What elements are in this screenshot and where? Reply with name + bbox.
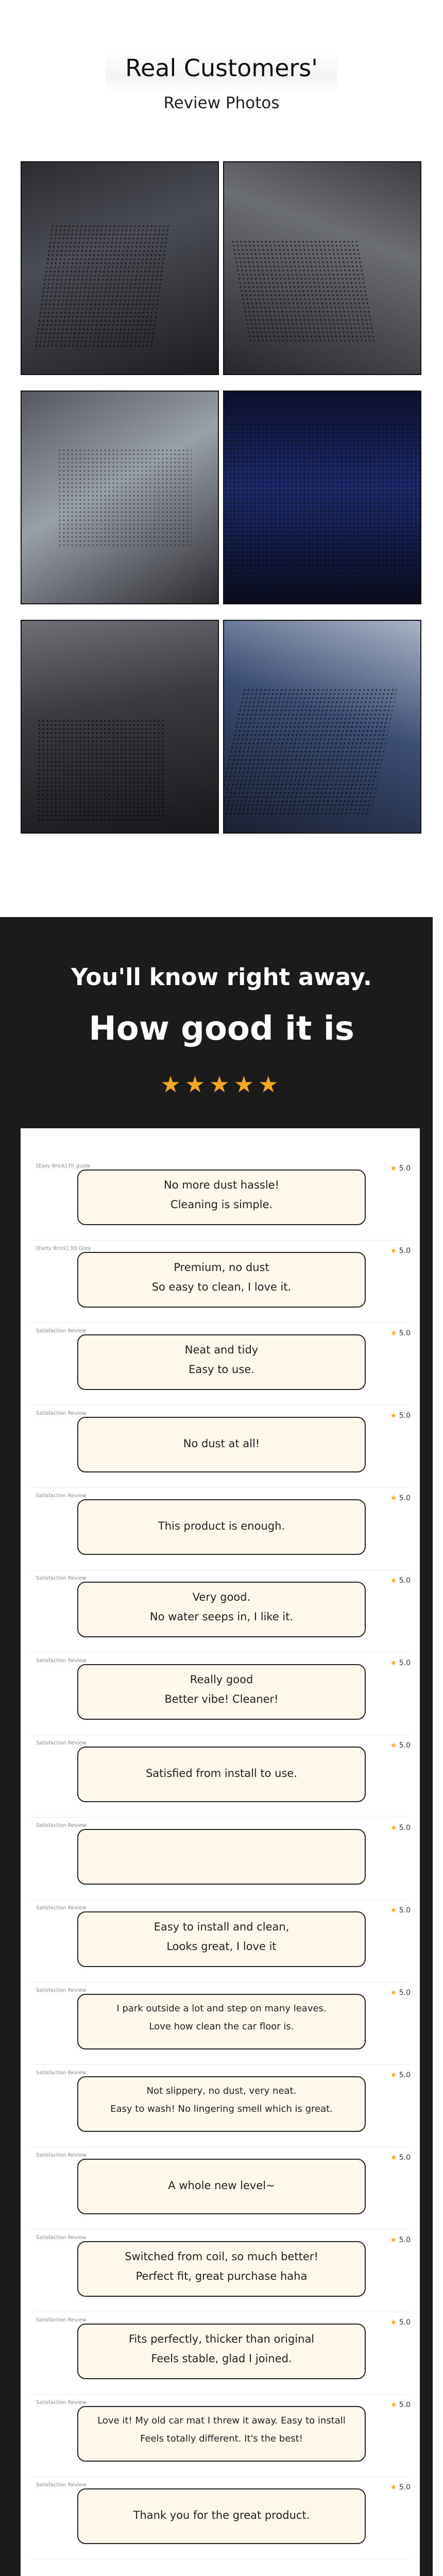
review-line-1: I park outside a lot and step on many leaves. (116, 2003, 327, 2014)
star-icon: ★ (390, 1577, 397, 1585)
review-highlight-bubble (77, 1664, 366, 1720)
review-highlight-bubble (77, 1582, 366, 1637)
customer-photo (21, 161, 219, 375)
panel-edge (433, 917, 443, 2576)
review-row (21, 1654, 420, 1736)
review-score (390, 1494, 411, 1502)
review-line-1: Premium, no dust (174, 1261, 269, 1274)
review-highlight-bubble (77, 2241, 366, 2297)
score-value: 5.0 (397, 1906, 411, 1914)
review-meta: Satisfaction Review (36, 1658, 87, 1664)
review-line-2: Looks great, I love it (166, 1940, 277, 1953)
review-line-1: Really good (190, 1673, 253, 1686)
review-meta: Satisfaction Review (36, 1575, 87, 1581)
review-meta: Satisfaction Review (36, 2317, 87, 2323)
review-line-2: Easy to wash! No lingering smell which is great. (110, 2104, 333, 2114)
review-line-2: Feels stable, glad I joined. (151, 2352, 292, 2365)
row-divider (31, 2559, 410, 2560)
review-highlight-bubble (77, 1499, 366, 1555)
review-line-1: Very good. (192, 1591, 251, 1603)
headline-know: You'll know right away. (71, 963, 372, 991)
review-photos-section (0, 0, 443, 876)
row-divider (31, 2229, 410, 2230)
star-icon: ★ (390, 2483, 397, 2492)
review-row (21, 1324, 420, 1406)
review-line-1: Satisfied from install to use. (145, 1767, 298, 1780)
review-line-1: Neat and tidy (184, 1344, 259, 1356)
review-highlight-bubble (77, 1747, 366, 1802)
customer-photo (21, 620, 219, 834)
review-highlight-bubble (77, 1911, 366, 1967)
review-summary-section (0, 917, 443, 2576)
score-value: 5.0 (397, 1247, 411, 1255)
score-value: 5.0 (397, 2236, 411, 2244)
review-score (390, 1659, 411, 1667)
score-value: 5.0 (397, 1989, 411, 1997)
score-value: 5.0 (397, 2154, 411, 2162)
review-meta: Satisfaction Review (36, 1823, 87, 1828)
review-meta: Satisfaction Review (36, 1905, 87, 1911)
review-meta: Satisfaction Review (36, 1493, 87, 1499)
row-divider (31, 2394, 410, 2395)
review-line-1: No more dust hassle! (163, 1179, 280, 1191)
score-value: 5.0 (397, 1577, 411, 1585)
star-icon: ★ (390, 1906, 397, 1914)
review-meta: Satisfaction Review (36, 2400, 87, 2405)
score-value: 5.0 (397, 2401, 411, 2409)
review-score (390, 2401, 411, 2409)
review-highlight-bubble (77, 2076, 366, 2132)
review-row (21, 2066, 420, 2148)
review-score (390, 2483, 411, 2492)
review-line-2: Love how clean the car floor is. (149, 2021, 294, 2032)
review-meta: Satisfaction Review (36, 1411, 87, 1416)
score-value: 5.0 (397, 1494, 411, 1502)
review-line-2: Thank you for the great product. (133, 2509, 310, 2521)
star-icon: ★ (390, 1494, 397, 1502)
review-highlight-bubble (77, 2159, 366, 2214)
review-highlight-bubble (77, 2324, 366, 2379)
review-meta: Satisfaction Review (36, 2153, 87, 2158)
review-score (390, 1412, 411, 1420)
review-row (21, 1489, 420, 1571)
score-value: 5.0 (397, 1659, 411, 1667)
review-score (390, 1329, 411, 1337)
review-row (21, 2396, 420, 2478)
review-highlight-bubble (77, 1334, 366, 1390)
review-line-1: Not slippery, no dust, very neat. (146, 2086, 297, 2096)
review-score (390, 1989, 411, 1997)
star-icon: ★ (390, 1659, 397, 1667)
score-value: 5.0 (397, 2318, 411, 2327)
star-icon: ★ (390, 2236, 397, 2244)
review-line-2: Cleaning is simple. (170, 1198, 273, 1211)
review-score (390, 2154, 411, 2162)
score-value: 5.0 (397, 1329, 411, 1337)
review-row (21, 2148, 420, 2231)
review-line-1: Love it! My old car mat I threw it away. Easy to install (97, 2415, 346, 2426)
review-score (390, 1741, 411, 1750)
star-icon: ★ (390, 1164, 397, 1173)
review-score (390, 1577, 411, 1585)
photos-subtitle: Review Photos (163, 94, 280, 112)
review-row (21, 1901, 420, 1984)
review-line-1: Fits perfectly, thicker than original (128, 2333, 315, 2345)
review-line-2: No dust at all! (183, 1437, 260, 1450)
review-meta: Satisfaction Review (36, 2235, 87, 2241)
star-icon: ★ (390, 2071, 397, 2079)
review-line-2: Easy to use. (189, 1363, 254, 1376)
review-highlight-bubble (77, 1170, 366, 1225)
review-meta: Satisfaction Review (36, 1328, 87, 1334)
review-meta: Satisfaction Review (36, 2482, 87, 2488)
row-divider (31, 2064, 410, 2065)
review-highlight-bubble (77, 1252, 366, 1308)
review-line-2: A whole new level~ (168, 2179, 275, 2192)
row-divider (31, 1652, 410, 1653)
review-line-2: No water seeps in, I like it. (149, 1611, 294, 1623)
review-highlight-bubble (77, 1417, 366, 1472)
review-row (21, 1984, 420, 2066)
review-line-1: Easy to install and clean, (154, 1921, 289, 1933)
review-line-2: Better vibe! Cleaner! (164, 1693, 279, 1705)
review-line-2: So easy to clean, I love it. (151, 1281, 292, 1293)
review-score (390, 2236, 411, 2244)
review-line-2: This product is enough. (158, 1520, 285, 1532)
row-divider (31, 1817, 410, 1818)
headline-how-good: How good it is (89, 1010, 354, 1048)
score-value: 5.0 (397, 2071, 411, 2079)
review-row (21, 2478, 420, 2561)
review-line-2: Perfect fit, great purchase haha (135, 2270, 308, 2282)
review-row (21, 1406, 420, 1489)
review-row (21, 2313, 420, 2396)
review-score (390, 1824, 411, 1832)
review-row (21, 1819, 420, 1901)
customer-photo (21, 391, 219, 604)
photos-title: Real Customers' (125, 54, 318, 82)
star-icon: ★ (390, 2154, 397, 2162)
review-row (21, 1736, 420, 1819)
star-icon: ★ (390, 1412, 397, 1420)
star-icon: ★ (390, 2401, 397, 2409)
review-row (21, 2231, 420, 2313)
review-score (390, 2071, 411, 2079)
star-icon: ★ (390, 1824, 397, 1832)
review-highlight-bubble (77, 1994, 366, 2049)
review-meta: [Easy Brick] Fit guide (36, 1163, 91, 1169)
score-value: 5.0 (397, 1164, 411, 1173)
review-line-2: Feels totally different. It's the best! (140, 2433, 303, 2444)
star-icon: ★ (390, 1741, 397, 1750)
review-highlight-bubble (77, 1829, 366, 1885)
review-row (21, 1159, 420, 1242)
customer-photo (223, 391, 421, 604)
customer-photo (223, 161, 421, 375)
star-icon: ★ (390, 1247, 397, 1255)
rating-stars: ★★★★★ (160, 1072, 283, 1098)
review-score (390, 2318, 411, 2327)
review-highlight-bubble (77, 2488, 366, 2544)
review-row (21, 1571, 420, 1654)
row-divider (31, 1487, 410, 1488)
score-value: 5.0 (397, 2483, 411, 2492)
customer-photo (223, 620, 421, 834)
score-value: 5.0 (397, 1741, 411, 1750)
review-highlight-bubble (77, 2406, 366, 2462)
review-meta: Satisfaction Review (36, 1740, 87, 1746)
score-value: 5.0 (397, 1412, 411, 1420)
star-icon: ★ (390, 2318, 397, 2327)
row-divider (31, 1240, 410, 1241)
review-line-1: Switched from coil, so much better! (125, 2250, 318, 2263)
review-meta: Satisfaction Review (36, 2070, 87, 2076)
review-row (21, 1242, 420, 1324)
star-icon: ★ (390, 1329, 397, 1337)
review-score (390, 1164, 411, 1173)
star-icon: ★ (390, 1989, 397, 1997)
review-meta: [Earty Brick] 3D Grey (36, 1246, 91, 1251)
review-meta: Satisfaction Review (36, 1988, 87, 1993)
review-score (390, 1247, 411, 1255)
review-score (390, 1906, 411, 1914)
score-value: 5.0 (397, 1824, 411, 1832)
